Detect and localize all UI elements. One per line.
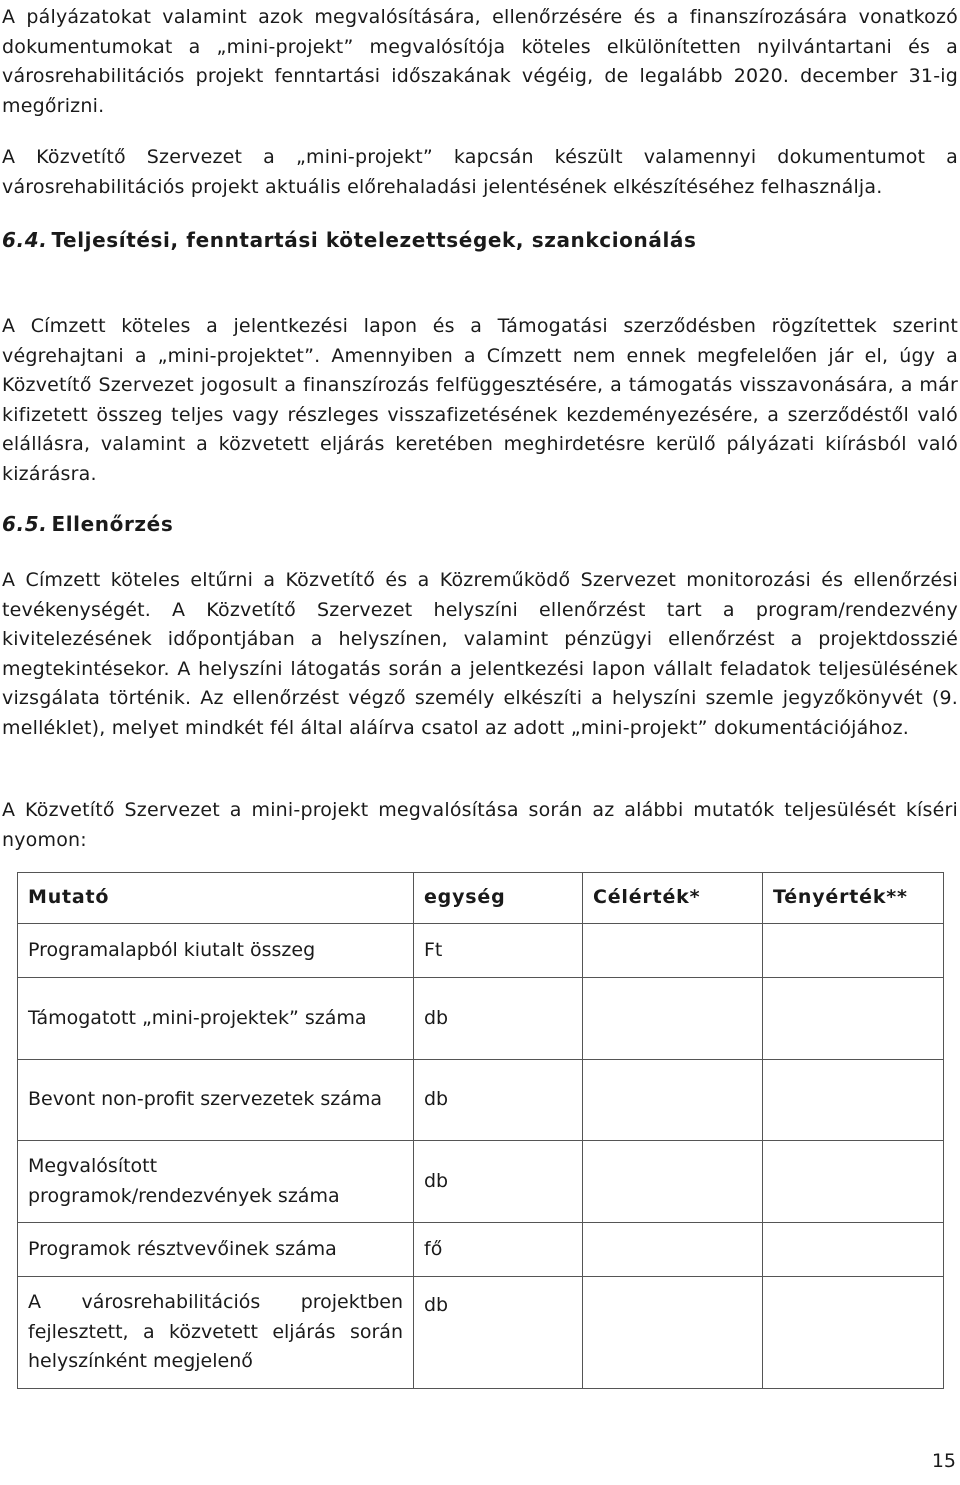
target-cell [583,1060,763,1141]
indicator-cell: Programok résztvevőinek száma [18,1223,414,1277]
indicator-table [17,872,944,1389]
header-actual-value: Tényérték** [763,873,944,924]
target-cell [583,978,763,1060]
paragraph-document-usage: A Közvetítő Szervezet a „mini-projekt” kapcsán készült valamennyi dokumentumot a városrehabilitációs projekt aktuális előrehaladási jelentésének elkészítéséhez felhasználja. [2,146,958,198]
section-title: Ellenőrzés [51,512,174,536]
indicator-cell: Bevont non-profit szervezetek száma [18,1060,414,1141]
indicator-cell: Megvalósított programok/rendezvények száma [18,1141,414,1223]
paragraph-document-retention: A pályázatokat valamint azok megvalósítására, ellenőrzésére és a finanszírozására vonatkozó dokumentumokat a „mini-projekt” megvalósítója köteles elkülönítetten nyilvántartani és a városrehabilitációs projekt fenntartási időszakának végéig, de legalább 2020. december 31-ig megőrizni. [2,6,958,117]
target-cell [583,1277,763,1389]
indicator-cell: A városrehabilitációs projektben fejlesztett, a közvetett eljárás során helyszínként megjelenő [18,1277,414,1389]
section-heading-6-5 [2,512,173,536]
header-unit: egység [414,873,583,924]
paragraph-control: A Címzett köteles eltűrni a Közvetítő és a Közreműködő Szervezet monitorozási és ellenőrzési tevékenységét. A Közvetítő Szervezet helyszíni ellenőrzést tart a program/rendezvény kivitelezésének időpontjában a helyszínen, valamint pénzügyi ellenőrzést a projektdosszié megtekintésekor. A helyszíni látogatás során a jelentkezési lapon vállalt feladatok teljesülésének vizsgálata történik. Az ellenőrzést végző személy elkészíti a helyszíni szemle jegyzőkönyvét (9. melléklet), melyet mindkét fél által aláírva csatol az adott „mini-projekt” dokumentációjához. [2,569,958,739]
indicator-cell: Támogatott „mini-projektek” száma [18,978,414,1060]
target-cell [583,1223,763,1277]
header-indicator: Mutató [18,873,414,924]
table-row [18,1141,944,1223]
actual-cell [763,924,944,978]
target-cell [583,924,763,978]
actual-cell [763,1223,944,1277]
actual-cell [763,1277,944,1389]
unit-cell: Ft [414,924,583,978]
actual-cell [763,978,944,1060]
unit-cell: db [414,978,583,1060]
table-row [18,924,944,978]
unit-cell: db [414,1060,583,1141]
table-header-row [18,873,944,924]
indicator-cell: Programalapból kiutalt összeg [18,924,414,978]
table-row [18,1223,944,1277]
section-heading-6-4 [2,228,697,252]
actual-cell [763,1141,944,1223]
table-row [18,1060,944,1141]
table-row [18,978,944,1060]
header-target-value: Célérték* [583,873,763,924]
paragraph-obligations: A Címzett köteles a jelentkezési lapon és a Támogatási szerződésben rögzítettek szerint végrehajtani a „mini-projektet”. Amennyiben a Címzett nem ennek megfelelően jár el, úgy a Közvetítő Szervezet jogosult a finanszírozás felfüggesztésére, a támogatás visszavonására, a már kifizetett összeg teljes vagy részleges visszafizetésének kezdeményezésére, a szerződéstől való elállásra, valamint a közvetett eljárás keretében meghirdetésre kerülő pályázati kiírásból való kizárásra. [2,315,958,485]
actual-cell [763,1060,944,1141]
table-row [18,1277,944,1389]
unit-cell: fő [414,1223,583,1277]
section-title: Teljesítési, fenntartási kötelezettségek, szankcionálás [51,228,697,252]
paragraph-monitoring: A Közvetítő Szervezet a mini-projekt megvalósítása során az alábbi mutatók teljesülését kíséri nyomon: [2,799,958,851]
target-cell [583,1141,763,1223]
section-number: 6.5. [2,512,48,536]
unit-cell: db [414,1141,583,1223]
section-number: 6.4. [2,228,48,252]
page-number: 15 [931,1450,956,1472]
unit-cell: db [414,1277,583,1389]
